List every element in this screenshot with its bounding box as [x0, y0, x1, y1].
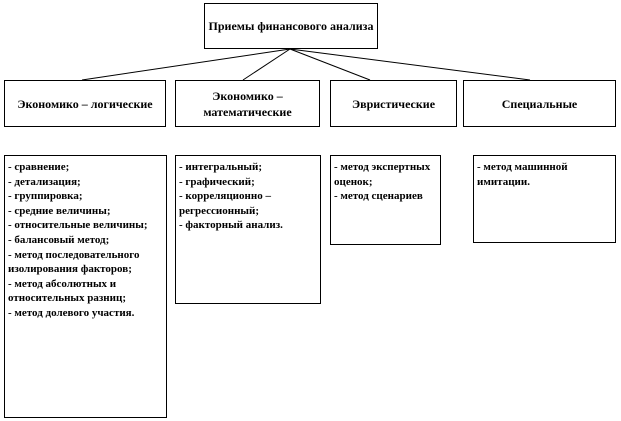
list-item: - сравнение; — [8, 161, 70, 173]
list-item: - интегральный; — [179, 161, 262, 173]
diagram-title-text: Приемы финансового анализа — [208, 18, 374, 33]
method-list-economic-logical — [4, 155, 167, 418]
connector-line — [290, 49, 530, 80]
connector-line — [290, 49, 370, 80]
category-label: Экономико – математические — [203, 88, 292, 119]
list-item: - балансовый метод; — [8, 233, 110, 246]
list-item: - детализация; — [8, 175, 81, 188]
list-item: - средние величины; — [8, 204, 111, 217]
category-box-special — [463, 80, 616, 127]
connector-line — [82, 49, 290, 80]
category-box-economic-logical — [4, 80, 166, 127]
list-item: - факторный анализ. — [179, 219, 283, 232]
category-box-economic-mathematical — [175, 80, 320, 127]
list-item: - метод последовательного изолирования факторов; — [8, 248, 140, 276]
list-item: - метод абсолютных и относительных разниц; — [8, 277, 126, 305]
method-list-economic-mathematical — [175, 155, 321, 304]
list-item: - метод машинной имитации. — [477, 161, 568, 188]
category-label: Специальные — [501, 96, 578, 111]
list-item: - метод сценариев — [334, 190, 423, 203]
list-item: - корреляционно – регрессионный; — [179, 190, 271, 217]
category-label: Эвристические — [351, 96, 436, 111]
diagram-title — [204, 3, 378, 49]
list-item: - группировка; — [8, 190, 83, 203]
method-list-special — [473, 155, 616, 243]
method-list-heuristic — [330, 155, 441, 245]
category-box-heuristic — [330, 80, 457, 127]
category-label: Экономико – логические — [17, 96, 153, 111]
list-item: - метод экспертных оценок; — [334, 161, 431, 188]
list-item: - относительные величины; — [8, 219, 148, 232]
list-item: - графический; — [179, 175, 255, 188]
connector-line — [243, 49, 290, 80]
list-item: - метод долевого участия. — [8, 306, 135, 319]
